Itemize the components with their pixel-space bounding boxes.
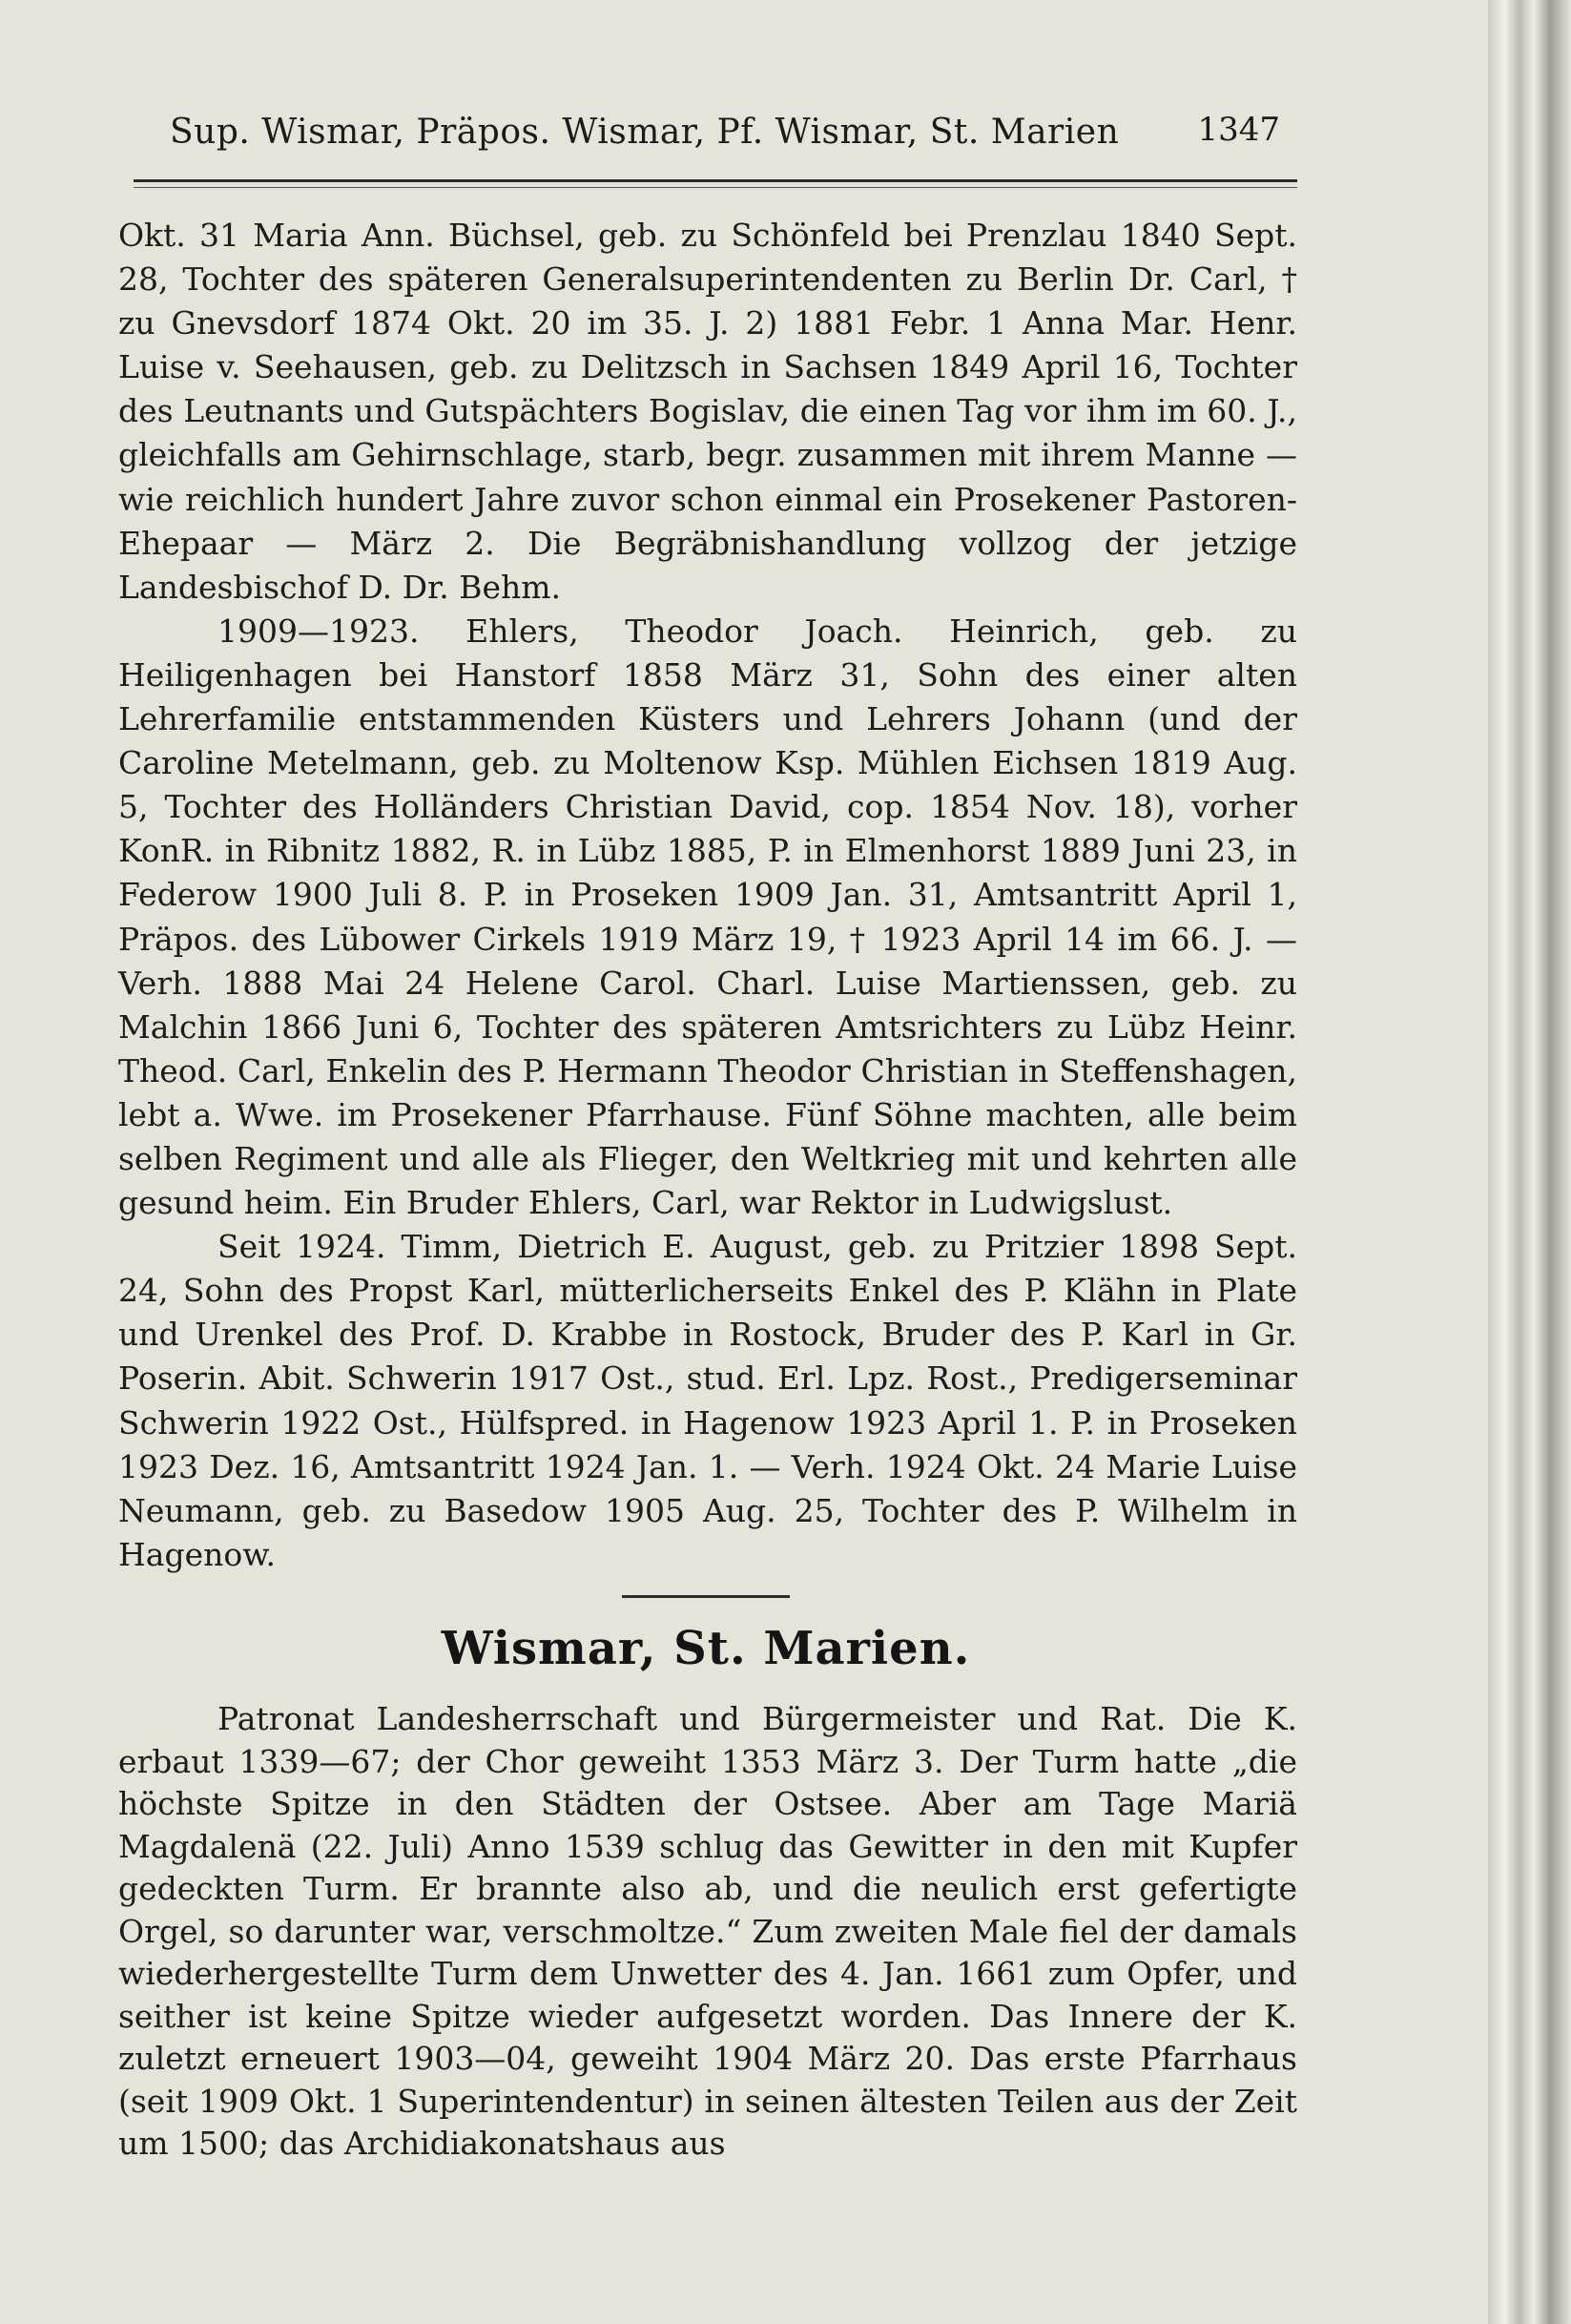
header-rule-thin [134, 187, 1297, 188]
paragraph-ehlers: 1909—1923. Ehlers, Theodor Joach. Heinrich, geb. zu Heiligenhagen bei Hanstorf 1858 März 31, Sohn des einer alten Lehrerfamilie entstammenden Küsters und Lehrers Johann (und der Caroline Metelmann, geb. zu Moltenow Ksp. Mühlen Eichsen 1819 Aug. 5, Tochter des Holländers Christian David, cop. 1854 Nov. 18), vorher KonR. in Ribnitz 1882, R. in Lübz 1885, P. in Elmenhorst 1889 Juni 23, in Federow 1900 Juli 8. P. in Proseken 1909 Jan. 31, Amtsantritt April 1, Präpos. des Lübower Cirkels 1919 März 19, † 1923 April 14 im 66. J. — Verh. 1888 Mai 24 Helene Carol. Charl. Luise Martienssen, geb. zu Malchin 1866 Juni 6, Tochter des späteren Amtsrichters zu Lübz Heinr. Theod. Carl, Enkelin des P. Hermann Theodor Christian in Steffenshagen, lebt a. Wwe. im Prosekener Pfarrhause. Fünf Söhne machten, alle beim selben Regiment und alle als Flieger, den Weltkrieg mit und kehrten alle gesund heim. Ein Bruder Ehlers, Carl, war Rektor in Ludwigslust. [118, 612, 1297, 1222]
running-title: Sup. Wismar, Präpos. Wismar, Pf. Wismar, St. Marien [170, 113, 1120, 152]
section-text [118, 1698, 1297, 2166]
page-header [134, 107, 1288, 164]
page-number: 1347 [1197, 111, 1280, 149]
paragraph-timm: Seit 1924. Timm, Dietrich E. August, geb. zu Pritzier 1898 Sept. 24, Sohn des Propst Karl, mütterlicherseits Enkel des P. Klähn in Plate und Urenkel des Prof. D. Krabbe in Rostock, Bruder des P. Karl in Gr. Poserin. Abit. Schwerin 1917 Ost., stud. Erl. Lpz. Rost., Predigerseminar Schwerin 1922 Ost., Hülfspred. in Hagenow 1923 April 1. P. in Proseken 1923 Dez. 16, Amtsantritt 1924 Jan. 1. — Verh. 1924 Okt. 24 Marie Luise Neumann, geb. zu Basedow 1905 Aug. 25, Tochter des P. Wilhelm in Hagenow. [118, 1228, 1297, 1573]
paragraph-continuation: Okt. 31 Maria Ann. Büchsel, geb. zu Schönfeld bei Prenzlau 1840 Sept. 28, Tochter des späteren Generalsuperintendenten zu Berlin Dr. Carl, † zu Gnevsdorf 1874 Okt. 20 im 35. J. 2) 1881 Febr. 1 Anna Mar. Henr. Luise v. Seehausen, geb. zu Delitzsch in Sachsen 1849 April 16, Tochter des Leutnants und Gutspächters Bogislav, die einen Tag vor ihm im 60. J., gleichfalls am Gehirnschlage, starb, begr. zusammen mit ihrem Manne — wie reichlich hundert Jahre zuvor schon einmal ein Prosekener Pastoren-Ehepaar — März 2. Die Begräbnishandlung vollzog der jetzige Landesbischof D. Dr. Behm. [118, 217, 1297, 606]
section-divider [622, 1595, 790, 1598]
header-rule [134, 179, 1297, 182]
main-text [118, 214, 1297, 1577]
paragraph-patronat: Patronat Landesherrschaft und Bürgermeister und Rat. Die K. erbaut 1339—67; der Chor geweiht 1353 März 3. Der Turm hatte „die höchste Spitze in den Städten der Ostsee. Aber am Tage Mariä Magdalenä (22. Juli) Anno 1539 schlug das Gewitter in den mit Kupfer gedeckten Turm. Er brannte also ab, und die neulich erst gefertigte Orgel, so darunter war, verschmoltze.“ Zum zweiten Male fiel der damals wiederhergestellte Turm dem Unwetter des 4. Jan. 1661 zum Opfer, und seither ist keine Spitze wieder aufgesetzt worden. Das Innere der K. zuletzt erneuert 1903—04, geweiht 1904 März 20. Das erste Pfarrhaus (seit 1909 Okt. 1 Superintendentur) in seinen ältesten Teilen aus der Zeit um 1500; das Archidiakonatshaus aus [118, 1700, 1297, 2162]
book-gutter [1488, 0, 1571, 2324]
section-title: Wismar, St. Marien. [441, 1622, 971, 1675]
